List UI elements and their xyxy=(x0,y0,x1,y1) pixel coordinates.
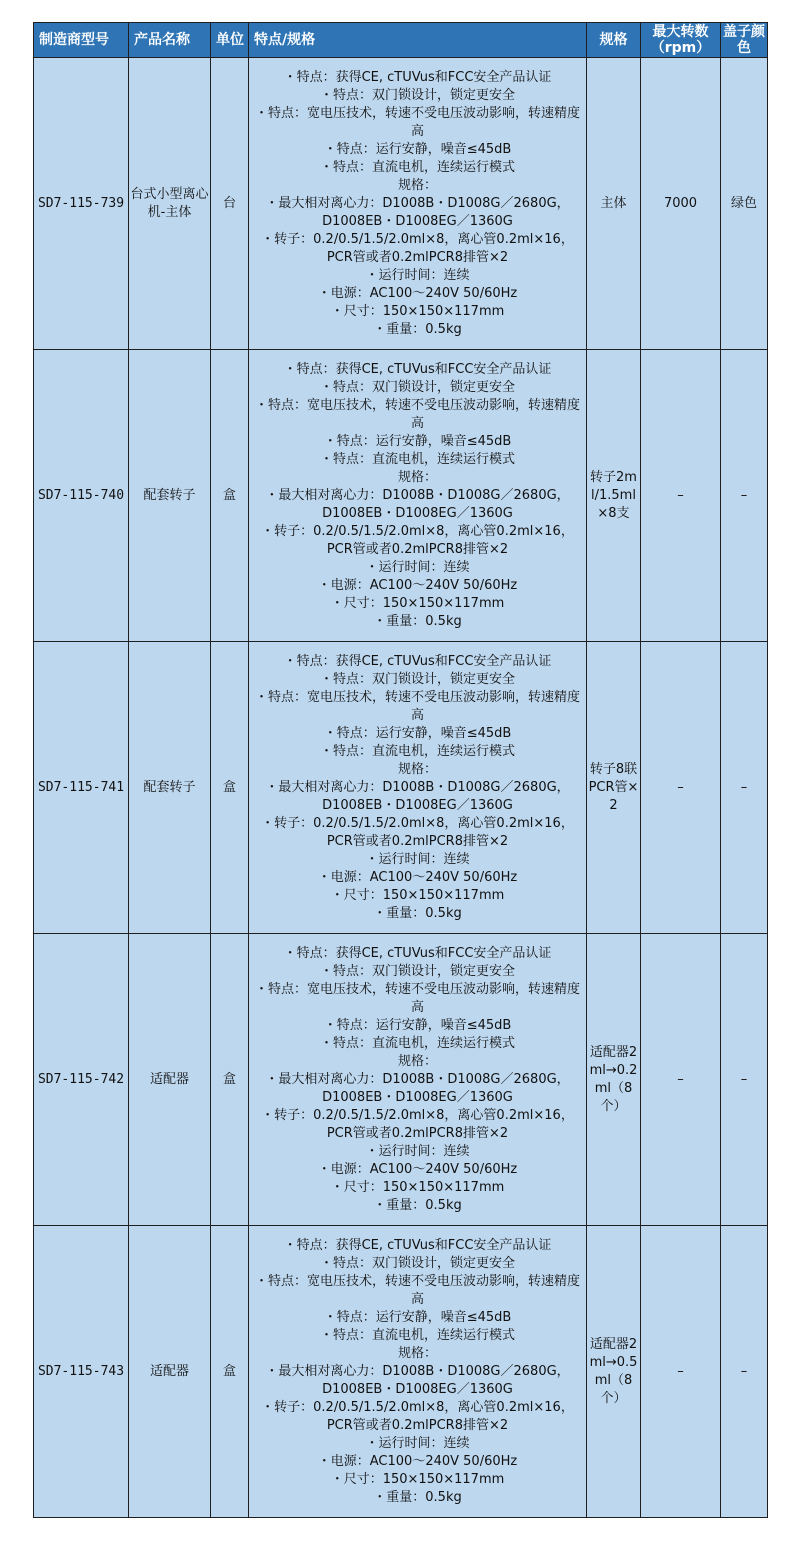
table-row xyxy=(34,350,768,642)
feature-line: ・最大相对离心力：D1008B・D1008G／2680G，D1008EB・D1008EG／1360G xyxy=(265,779,570,813)
feature-line: ・特点：直流电机，连续运行模式 xyxy=(319,159,515,175)
cell-features xyxy=(249,642,587,934)
cell-unit: 盒 xyxy=(211,350,249,642)
feature-line: ・转子：0.2/0.5/1.5/2.0ml×8，离心管0.2ml×16，PCR管或者0.2mlPCR8排管×2 xyxy=(261,815,574,849)
cell-name: 配套转子 xyxy=(129,350,211,642)
feature-line: ・特点：获得CE, cTUVus和FCC安全产品认证 xyxy=(283,653,552,669)
cell-model: SD7-115-743 xyxy=(34,1226,129,1518)
feature-line: ・重量：0.5kg xyxy=(373,1197,462,1213)
feature-line: ・特点：运行安静，噪音≤45dB xyxy=(323,141,512,157)
cell-max-speed: 7000 xyxy=(641,58,721,350)
feature-line: ・转子：0.2/0.5/1.5/2.0ml×8，离心管0.2ml×16，PCR管或者0.2mlPCR8排管×2 xyxy=(261,231,574,265)
feature-line: ・特点：运行安静，噪音≤45dB xyxy=(323,433,512,449)
feature-line: ・运行时间：连续 xyxy=(365,267,470,283)
feature-line: 规格： xyxy=(397,177,437,193)
cell-unit: 盒 xyxy=(211,1226,249,1518)
feature-line: ・重量：0.5kg xyxy=(373,905,462,921)
feature-line: ・最大相对离心力：D1008B・D1008G／2680G，D1008EB・D1008EG／1360G xyxy=(265,195,570,229)
feature-line: ・重量：0.5kg xyxy=(373,321,462,337)
cell-max-speed: – xyxy=(641,642,721,934)
feature-line: 规格： xyxy=(397,1345,437,1361)
cell-cap-color: – xyxy=(721,642,768,934)
feature-line: ・特点：双门锁设计，锁定更安全 xyxy=(319,379,515,395)
cell-name: 配套转子 xyxy=(129,642,211,934)
feature-line: ・特点：获得CE, cTUVus和FCC安全产品认证 xyxy=(283,361,552,377)
header-features: 特点/规格 xyxy=(249,23,587,58)
feature-line: ・特点：双门锁设计，锁定更安全 xyxy=(319,963,515,979)
feature-line: ・尺寸：150×150×117mm xyxy=(330,1179,505,1195)
feature-line: ・特点：直流电机，连续运行模式 xyxy=(319,1035,515,1051)
cell-model: SD7-115-740 xyxy=(34,350,129,642)
feature-line: 规格： xyxy=(397,469,437,485)
feature-line: ・电源：AC100～240V 50/60Hz xyxy=(317,1453,518,1469)
cell-max-speed: – xyxy=(641,934,721,1226)
feature-line: ・特点：运行安静，噪音≤45dB xyxy=(323,1309,512,1325)
feature-line: ・特点：运行安静，噪音≤45dB xyxy=(323,1017,512,1033)
feature-line: ・最大相对离心力：D1008B・D1008G／2680G，D1008EB・D1008EG／1360G xyxy=(265,487,570,521)
feature-line: 规格： xyxy=(397,761,437,777)
feature-line: ・特点：双门锁设计，锁定更安全 xyxy=(319,1255,515,1271)
cell-unit: 盒 xyxy=(211,934,249,1226)
cell-model: SD7-115-741 xyxy=(34,642,129,934)
feature-line: ・特点：宽电压技术，转速不受电压波动影响，转速精度高 xyxy=(254,1273,580,1307)
cell-model: SD7-115-742 xyxy=(34,934,129,1226)
feature-line: ・特点：双门锁设计，锁定更安全 xyxy=(319,671,515,687)
cell-model: SD7-115-739 xyxy=(34,58,129,350)
cell-cap-color: – xyxy=(721,934,768,1226)
cell-max-speed: – xyxy=(641,350,721,642)
feature-line: ・转子：0.2/0.5/1.5/2.0ml×8，离心管0.2ml×16，PCR管或者0.2mlPCR8排管×2 xyxy=(261,1107,574,1141)
feature-line: ・尺寸：150×150×117mm xyxy=(330,887,505,903)
cell-name: 适配器 xyxy=(129,1226,211,1518)
feature-line: ・重量：0.5kg xyxy=(373,613,462,629)
table-row xyxy=(34,642,768,934)
cell-spec: 主体 xyxy=(587,58,641,350)
cell-features xyxy=(249,58,587,350)
feature-line: ・运行时间：连续 xyxy=(365,851,470,867)
header-model: 制造商型号 xyxy=(34,23,129,58)
product-spec-table xyxy=(33,22,768,1518)
feature-line: ・尺寸：150×150×117mm xyxy=(330,1471,505,1487)
cell-cap-color: 绿色 xyxy=(721,58,768,350)
feature-line: ・电源：AC100～240V 50/60Hz xyxy=(317,1161,518,1177)
cell-spec: 转子2ml/1.5ml×8支 xyxy=(587,350,641,642)
feature-line: ・特点：直流电机，连续运行模式 xyxy=(319,743,515,759)
header-unit: 单位 xyxy=(211,23,249,58)
cell-name: 适配器 xyxy=(129,934,211,1226)
feature-line: ・运行时间：连续 xyxy=(365,1435,470,1451)
feature-line: ・特点：宽电压技术，转速不受电压波动影响，转速精度高 xyxy=(254,397,580,431)
table-row xyxy=(34,58,768,350)
header-max-speed: 最大转数（rpm） xyxy=(641,23,721,58)
feature-line: ・最大相对离心力：D1008B・D1008G／2680G，D1008EB・D1008EG／1360G xyxy=(265,1363,570,1397)
cell-cap-color: – xyxy=(721,350,768,642)
cell-spec: 转子8联PCR管×2 xyxy=(587,642,641,934)
feature-line: ・转子：0.2/0.5/1.5/2.0ml×8，离心管0.2ml×16，PCR管或者0.2mlPCR8排管×2 xyxy=(261,523,574,557)
feature-line: ・特点：直流电机，连续运行模式 xyxy=(319,1327,515,1343)
cell-max-speed: – xyxy=(641,1226,721,1518)
feature-line: ・特点：宽电压技术，转速不受电压波动影响，转速精度高 xyxy=(254,689,580,723)
cell-spec: 适配器2ml→0.2ml（8个） xyxy=(587,934,641,1226)
feature-line: ・特点：获得CE, cTUVus和FCC安全产品认证 xyxy=(283,1237,552,1253)
feature-line: ・电源：AC100～240V 50/60Hz xyxy=(317,869,518,885)
feature-line: ・电源：AC100～240V 50/60Hz xyxy=(317,285,518,301)
feature-line: ・特点：宽电压技术，转速不受电压波动影响，转速精度高 xyxy=(254,981,580,1015)
table-row xyxy=(34,1226,768,1518)
feature-line: ・特点：获得CE, cTUVus和FCC安全产品认证 xyxy=(283,69,552,85)
feature-line: ・特点：宽电压技术，转速不受电压波动影响，转速精度高 xyxy=(254,105,580,139)
feature-line: ・重量：0.5kg xyxy=(373,1489,462,1505)
feature-line: ・特点：获得CE, cTUVus和FCC安全产品认证 xyxy=(283,945,552,961)
feature-line: ・特点：双门锁设计，锁定更安全 xyxy=(319,87,515,103)
cell-name: 台式小型离心机-主体 xyxy=(129,58,211,350)
feature-line: ・运行时间：连续 xyxy=(365,1143,470,1159)
cell-features xyxy=(249,1226,587,1518)
table-row xyxy=(34,934,768,1226)
feature-line: ・电源：AC100～240V 50/60Hz xyxy=(317,577,518,593)
cell-cap-color: – xyxy=(721,1226,768,1518)
feature-line: ・尺寸：150×150×117mm xyxy=(330,303,505,319)
header-name: 产品名称 xyxy=(129,23,211,58)
feature-line: ・最大相对离心力：D1008B・D1008G／2680G，D1008EB・D1008EG／1360G xyxy=(265,1071,570,1105)
feature-line: ・转子：0.2/0.5/1.5/2.0ml×8，离心管0.2ml×16，PCR管或者0.2mlPCR8排管×2 xyxy=(261,1399,574,1433)
feature-line: ・运行时间：连续 xyxy=(365,559,470,575)
cell-features xyxy=(249,934,587,1226)
feature-line: 规格： xyxy=(397,1053,437,1069)
table-header-row xyxy=(34,23,768,58)
cell-spec: 适配器2ml→0.5ml（8个） xyxy=(587,1226,641,1518)
cell-unit: 台 xyxy=(211,58,249,350)
cell-features xyxy=(249,350,587,642)
header-spec: 规格 xyxy=(587,23,641,58)
cell-unit: 盒 xyxy=(211,642,249,934)
feature-line: ・尺寸：150×150×117mm xyxy=(330,595,505,611)
feature-line: ・特点：直流电机，连续运行模式 xyxy=(319,451,515,467)
header-cap-color: 盖子颜色 xyxy=(721,23,768,58)
feature-line: ・特点：运行安静，噪音≤45dB xyxy=(323,725,512,741)
